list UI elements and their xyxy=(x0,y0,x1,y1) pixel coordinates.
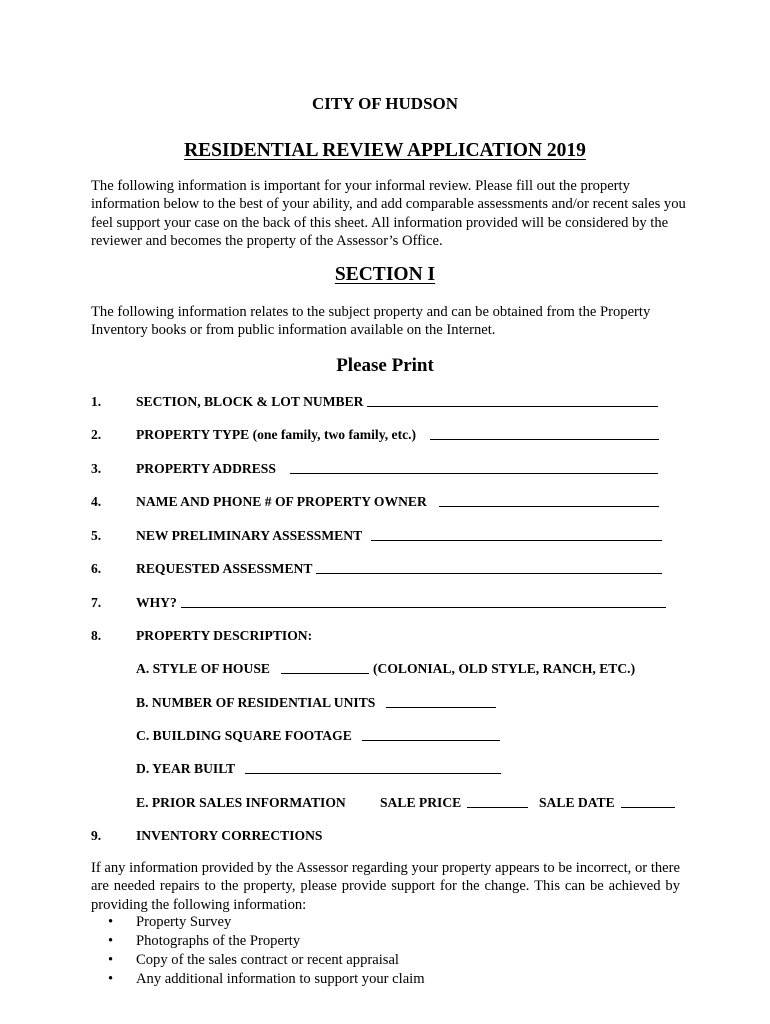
sub-item-label: B. NUMBER OF RESIDENTIAL UNITS xyxy=(136,695,376,710)
property-address-field[interactable] xyxy=(290,461,658,474)
new-preliminary-assessment-field[interactable] xyxy=(371,528,662,541)
sale-date-label: SALE DATE xyxy=(539,795,615,810)
sub-item-prior-sales xyxy=(0,795,770,812)
form-item-property-description xyxy=(0,628,770,645)
form-item-new-preliminary-assessment xyxy=(0,528,770,545)
why-field[interactable] xyxy=(181,595,666,608)
sub-item-label: E. PRIOR SALES INFORMATION xyxy=(136,795,346,810)
style-of-house-field[interactable] xyxy=(281,661,369,674)
item-number: 1. xyxy=(91,394,102,409)
sale-price-label: SALE PRICE xyxy=(380,795,462,810)
form-item-section-block-lot xyxy=(0,394,770,411)
list-item-text: Photographs of the Property xyxy=(136,933,301,949)
list-item-text: Copy of the sales contract or recent appraisal xyxy=(136,952,399,968)
sub-item-square-footage xyxy=(0,728,770,745)
list-item xyxy=(108,951,425,970)
sub-item-label: A. STYLE OF HOUSE xyxy=(136,661,270,676)
item-number: 6. xyxy=(91,561,102,576)
sub-item-label: D. YEAR BUILT xyxy=(136,761,236,776)
year-built-field[interactable] xyxy=(245,761,501,774)
sub-item-style-of-house xyxy=(0,661,770,678)
item-label: PROPERTY ADDRESS xyxy=(136,461,276,476)
form-item-property-type xyxy=(0,427,770,444)
list-item-text: Any additional information to support your claim xyxy=(136,971,425,987)
supporting-documents-list xyxy=(108,913,425,989)
form-item-owner-name-phone xyxy=(0,494,770,511)
item-label: SECTION, BLOCK & LOT NUMBER xyxy=(136,394,364,409)
sub-item-year-built xyxy=(0,761,770,778)
form-item-inventory-corrections xyxy=(0,828,770,845)
bullet-icon: • xyxy=(108,971,114,987)
bullet-icon: • xyxy=(108,914,114,930)
section-block-lot-field[interactable] xyxy=(367,394,658,407)
list-item-text: Property Survey xyxy=(136,914,232,930)
property-type-field[interactable] xyxy=(430,427,659,440)
sale-price-field[interactable] xyxy=(467,795,528,808)
section-description: The following information relates to the subject property and can be obtained from the Property Inventory books or from public information available on the Internet. xyxy=(91,304,651,339)
bullet-icon: • xyxy=(108,933,114,949)
list-item xyxy=(108,913,425,932)
section-heading: SECTION I xyxy=(334,264,436,285)
form-item-why xyxy=(0,595,770,612)
item-number: 4. xyxy=(91,494,102,509)
item-label: PROPERTY DESCRIPTION: xyxy=(136,628,313,643)
list-item xyxy=(108,932,425,951)
item-number: 9. xyxy=(91,828,102,843)
form-title: RESIDENTIAL REVIEW APPLICATION 2019 xyxy=(184,140,586,161)
sale-date-field[interactable] xyxy=(621,795,675,808)
list-item xyxy=(108,970,425,989)
item-label: INVENTORY CORRECTIONS xyxy=(136,828,323,843)
item-number: 8. xyxy=(91,628,102,643)
style-of-house-hint: (COLONIAL, OLD STYLE, RANCH, ETC.) xyxy=(373,661,636,676)
sub-item-label: C. BUILDING SQUARE FOOTAGE xyxy=(136,728,352,743)
city-heading: CITY OF HUDSON xyxy=(311,94,459,113)
item-number: 5. xyxy=(91,528,102,543)
sub-item-residential-units xyxy=(0,695,770,712)
item-number: 3. xyxy=(91,461,102,476)
item-label: NAME AND PHONE # OF PROPERTY OWNER xyxy=(136,494,427,509)
owner-name-phone-field[interactable] xyxy=(439,494,659,507)
item-number: 2. xyxy=(91,427,102,442)
item-label: PROPERTY TYPE (one family, two family, etc.) xyxy=(136,427,417,442)
requested-assessment-field[interactable] xyxy=(316,561,662,574)
form-item-property-address xyxy=(0,461,770,478)
square-footage-field[interactable] xyxy=(362,728,500,741)
residential-units-field[interactable] xyxy=(386,695,496,708)
corrections-paragraph: If any information provided by the Assessor regarding your property appears to be incorrect, or there are needed repairs to the property, please provide support for the change. This can be achieved by providing the following information: xyxy=(91,860,680,913)
form-item-requested-assessment xyxy=(0,561,770,578)
item-label: REQUESTED ASSESSMENT xyxy=(136,561,313,576)
please-print-note: Please Print xyxy=(336,355,434,376)
item-label: WHY? xyxy=(136,595,177,610)
item-number: 7. xyxy=(91,595,102,610)
item-label: NEW PRELIMINARY ASSESSMENT xyxy=(136,528,363,543)
intro-paragraph: The following information is important for your informal review. Please fill out the property information below to the best of your ability, and add comparable assessments and/or recent sales you feel support your case on the back of this sheet. All information provided will be considered by the reviewer and becomes the property of the Assessor’s Office. xyxy=(91,178,686,250)
bullet-icon: • xyxy=(108,952,114,968)
